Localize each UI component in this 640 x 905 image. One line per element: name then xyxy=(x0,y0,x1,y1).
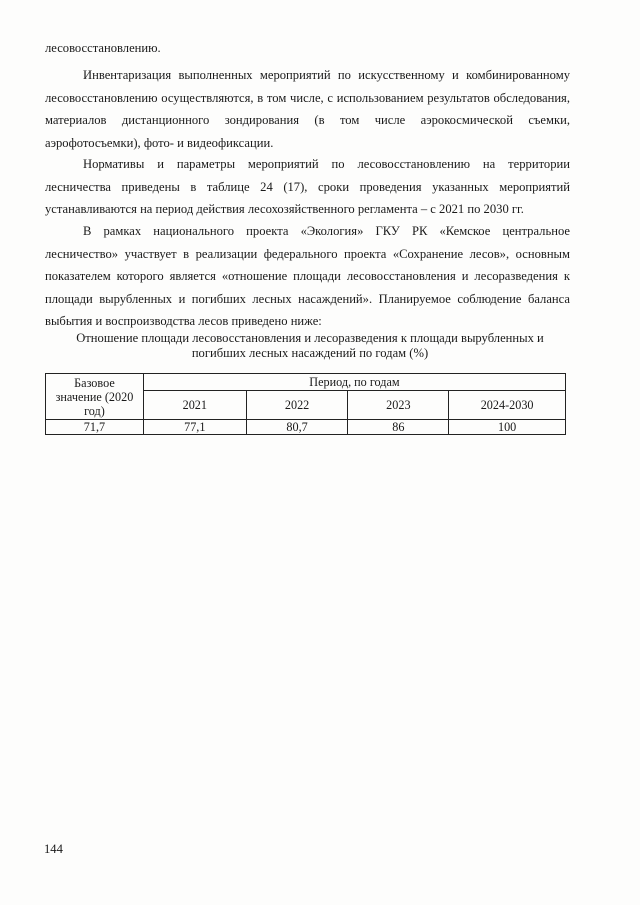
value-cell: 80,7 xyxy=(246,420,348,435)
page-number: 144 xyxy=(44,842,63,856)
paragraph-continuation xyxy=(45,37,570,60)
table-caption xyxy=(60,331,560,361)
value-cell: 77,1 xyxy=(143,420,246,435)
base-value-cell: 71,7 xyxy=(46,420,144,435)
paragraph-3: Нормативы и параметры мероприятий по лесовосстановлению на территории лесничества приведены в таблице 24 (17), сроки проведения указанных мероприятий устанавливаются на период действия лесохозяйственного регламента – с 2021 по 2030 гг. xyxy=(45,157,570,217)
paragraph-4: В рамках национального проекта «Экология» ГКУ РК «Кемское центральное лесничество» участвует в реализации федерального проекта «Сохранение лесов», основным показателем которого является «отношение площади лесовосстановления и лесоразведения к площади вырубленных и погибших лесных насаждений». Планируемое соблюдение баланса выбытия и воспроизводства лесов приведено ниже: xyxy=(45,224,570,329)
table-caption-line-1: Отношение площади лесовосстановления и лесоразведения к площади вырубленных и xyxy=(76,331,544,345)
values-row xyxy=(46,420,566,435)
year-cell: 2021 xyxy=(143,391,246,420)
value-cell: 100 xyxy=(449,420,566,435)
paragraph-ecology xyxy=(45,220,570,333)
table-header-row xyxy=(46,374,566,391)
period-header: Период, по годам xyxy=(143,374,565,391)
paragraph-inventory xyxy=(45,64,570,154)
year-cell: 2023 xyxy=(348,391,449,420)
paragraph-2: Инвентаризация выполненных мероприятий по искусственному и комбинированному лесовосстановлению осуществляются, в том числе, с использованием результатов обследования, материалов дистанционного зондирования (в том числе аэрокосмической съемки, аэрофотосъемки), фото- и видеофиксации. xyxy=(45,68,570,150)
paragraph-1: лесовосстановлению. xyxy=(45,41,161,55)
reforestation-ratio-table xyxy=(45,373,566,435)
year-cell: 2022 xyxy=(246,391,348,420)
table-caption-line-2: погибших лесных насаждений по годам (%) xyxy=(191,346,429,360)
base-value-header: Базовое значение (2020 год) xyxy=(46,374,144,420)
year-cell: 2024-2030 xyxy=(449,391,566,420)
paragraph-norms xyxy=(45,153,570,221)
value-cell: 86 xyxy=(348,420,449,435)
